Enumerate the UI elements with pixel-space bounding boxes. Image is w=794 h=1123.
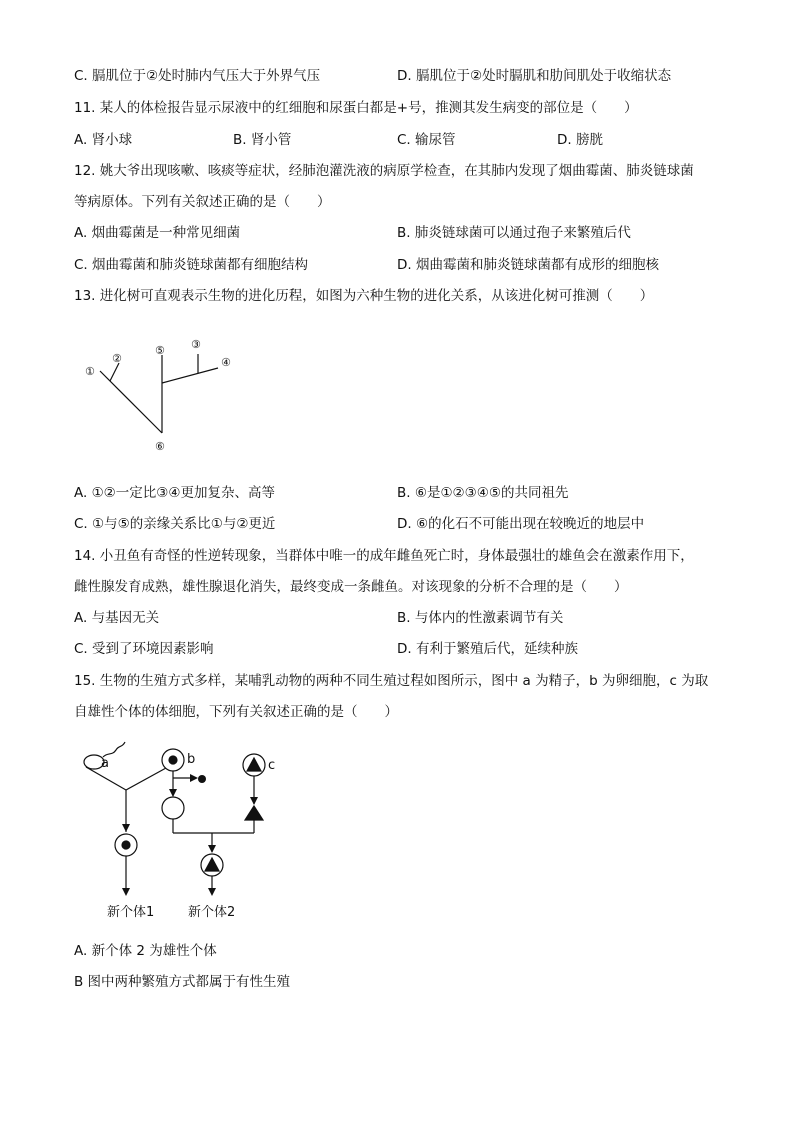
label-c: c	[268, 758, 276, 773]
q12-option-c: C. 烟曲霉菌和肺炎链球菌都有细胞结构	[74, 257, 309, 273]
q14-option-b: B. 与体内的性激素调节有关	[397, 610, 564, 626]
sperm-a-icon	[84, 755, 104, 769]
q11-option-c: C. 输尿管	[397, 132, 456, 148]
tree-label-3: ③	[191, 338, 201, 351]
q14-option-a: A. 与基因无关	[74, 610, 160, 626]
tree-label-6: ⑥	[155, 440, 165, 453]
arrow-right-icon	[190, 774, 198, 782]
tree-branch-1-6	[100, 371, 162, 433]
zygote-icon	[115, 834, 137, 856]
q12-stem-line2: 等病原体。下列有关叙述正确的是（ ）	[74, 194, 331, 210]
removed-nucleus	[198, 775, 206, 783]
q15-stem-line2: 自雄性个体的体细胞，下列有关叙述正确的是（ ）	[74, 704, 398, 720]
egg-nucleus	[169, 756, 177, 764]
reproduction-diagram	[84, 742, 265, 890]
q12-stem-line1: 12. 姚大爷出现咳嗽、咳痰等症状，经肺泡灌洗液的病原学检查，在其肺内发现了烟曲霉菌、肺炎链球菌	[74, 163, 694, 179]
q14-option-d: D. 有利于繁殖后代，延续种族	[397, 641, 578, 657]
q14-stem-line1: 14. 小丑鱼有奇怪的性逆转现象，当群体中唯一的成年雌鱼死亡时，身体最强壮的雄鱼会在激素作用下，	[74, 548, 694, 564]
q10-option-c: C. 膈肌位于②处时肺内气压大于外界气压	[74, 68, 321, 84]
q15-option-a: A. 新个体 2 为雄性个体	[74, 943, 217, 959]
q14-stem-line2: 雌性腺发育成熟，雄性腺退化消失，最终变成一条雌鱼。对该现象的分析不合理的是（ ）	[74, 579, 628, 595]
cloned-cell-icon	[201, 854, 223, 876]
arrow-down-icon	[122, 824, 130, 832]
zygote-nucleus	[122, 841, 130, 849]
q13-option-d: D. ⑥的化石不可能出现在较晚近的地层中	[397, 516, 645, 532]
q11-option-a: A. 肾小球	[74, 132, 133, 148]
arrow-down-icon	[169, 789, 177, 797]
egg-path	[126, 768, 166, 790]
arrow-down-icon	[208, 845, 216, 853]
q15-option-b: B 图中两种繁殖方式都属于有性生殖	[74, 974, 291, 990]
q13-stem: 13. 进化树可直观表示生物的进化历程，如图为六种生物的进化关系，从该进化树可推测（ ）	[74, 288, 654, 304]
q11-option-b: B. 肾小管	[233, 132, 292, 148]
arrowheads	[122, 774, 258, 896]
tree-label-2: ②	[112, 352, 122, 365]
arrow-down-icon	[250, 797, 258, 805]
tree-label-5: ⑤	[155, 344, 165, 357]
extracted-nucleus	[245, 806, 263, 820]
label-new-individual-2: 新个体2	[188, 905, 236, 920]
arrow-down-icon	[208, 888, 216, 896]
q13-option-a: A. ①②一定比③④更加复杂、高等	[74, 485, 275, 501]
tree-label-4: ④	[221, 356, 231, 369]
sperm-tail	[103, 742, 125, 757]
q11-stem: 11. 某人的体检报告显示尿液中的红细胞和尿蛋白都是+号，推测其发生病变的部位是（ ）	[74, 100, 638, 116]
egg-b-icon	[162, 749, 184, 771]
q11-option-d: D. 膀胱	[557, 132, 603, 148]
tree-branch-2	[110, 363, 119, 381]
arrow-down-icon	[122, 888, 130, 896]
q14-option-c: C. 受到了环境因素影响	[74, 641, 214, 657]
label-new-individual-1: 新个体1	[107, 905, 155, 920]
q12-option-d: D. 烟曲霉菌和肺炎链球菌都有成形的细胞核	[397, 257, 659, 273]
q13-option-c: C. ①与⑤的亲缘关系比①与②更近	[74, 516, 276, 532]
q10-option-d: D. 膈肌位于②处时膈肌和肋间肌处于收缩状态	[397, 68, 672, 84]
tree-label-1: ①	[85, 365, 95, 378]
cloned-nucleus	[205, 858, 219, 871]
q15-stem-line1: 15. 生物的生殖方式多样，某哺乳动物的两种不同生殖过程如图所示，图中 a 为精子，b 为卵细胞，c 为取	[74, 673, 709, 689]
body-cell-c-icon	[243, 754, 265, 776]
tree-branch-34	[162, 368, 218, 383]
q12-option-b: B. 肺炎链球菌可以通过孢子来繁殖后代	[397, 225, 631, 241]
q13-option-b: B. ⑥是①②③④⑤的共同祖先	[397, 485, 569, 501]
body-cell-nucleus	[247, 758, 261, 771]
enucleated-egg-icon	[162, 797, 184, 819]
label-b: b	[187, 752, 196, 767]
q12-option-a: A. 烟曲霉菌是一种常见细菌	[74, 225, 241, 241]
label-a: a	[101, 756, 109, 771]
sperm-path	[86, 767, 126, 790]
